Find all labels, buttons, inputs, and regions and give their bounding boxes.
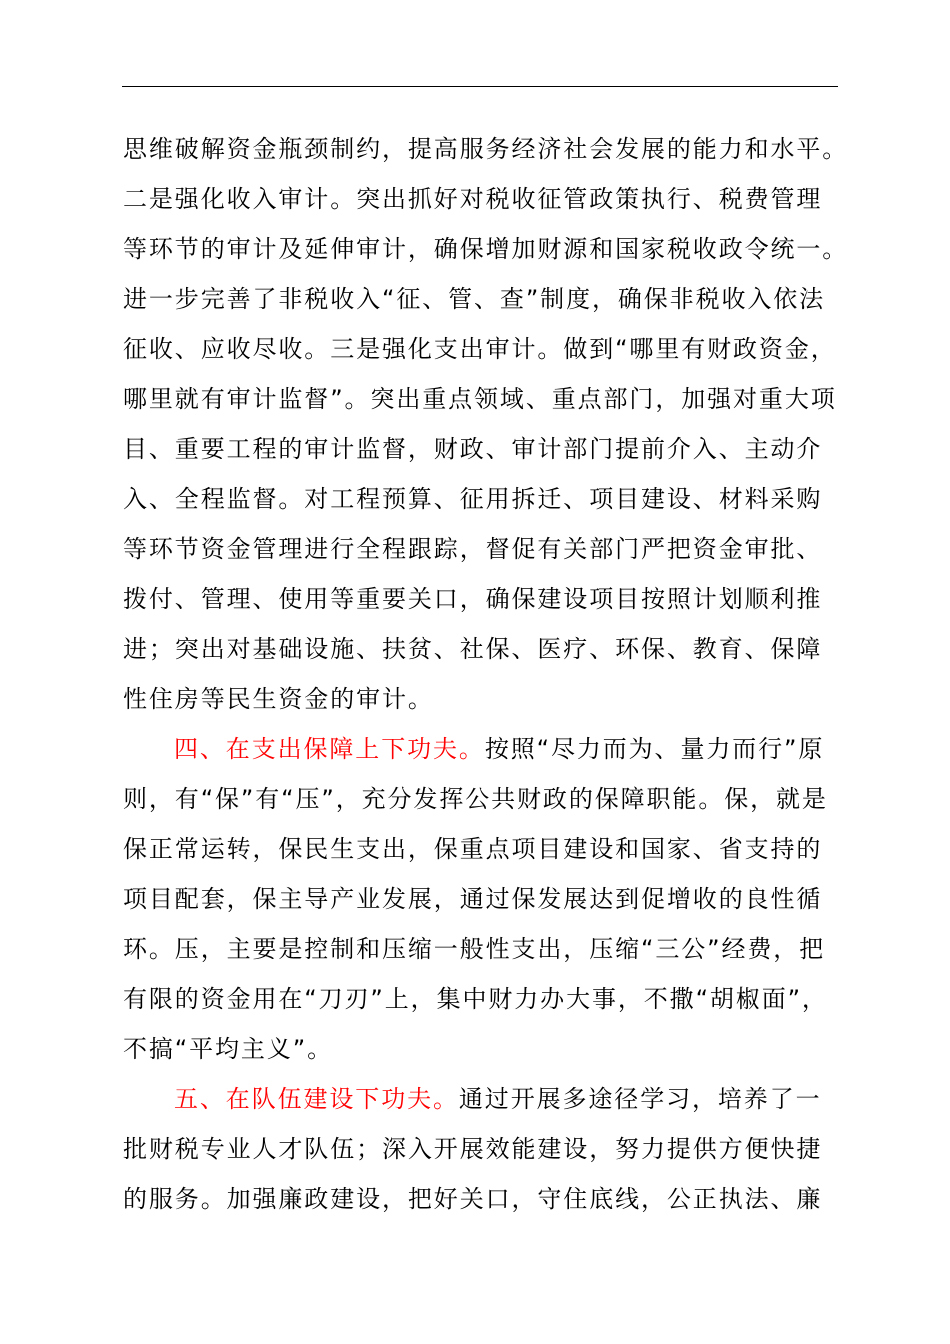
body-text: 环。压，主要是控制和压缩一般性支出，压缩“三公”经费，把 bbox=[123, 935, 826, 963]
body-line bbox=[123, 933, 825, 965]
body-line bbox=[123, 333, 837, 365]
body-text: 保正常运转，保民生支出，保重点项目建设和国家、省支持的 bbox=[123, 835, 823, 863]
body-line bbox=[123, 633, 822, 665]
body-line bbox=[123, 133, 848, 165]
body-line bbox=[123, 283, 825, 315]
body-line bbox=[123, 883, 822, 915]
body-text: 的服务。加强廉政建设，把好关口，守住底线，公正执法、廉 bbox=[123, 1185, 823, 1213]
body-text: 二是强化收入审计。突出抓好对税收征管政策执行、税费管理 bbox=[123, 185, 823, 213]
body-line bbox=[123, 683, 434, 715]
body-text: 不搞“平均主义”。 bbox=[123, 1035, 333, 1063]
body-text: 等环节资金管理进行全程跟踪，督促有关部门严把资金审批、 bbox=[123, 535, 823, 563]
body-text: 进；突出对基础设施、扶贫、社保、医疗、环保、教育、保障 bbox=[123, 635, 823, 663]
body-line bbox=[123, 533, 822, 565]
body-text: 进一步完善了非税收入“征、管、查”制度，确保非税收入依法 bbox=[123, 285, 826, 313]
body-line bbox=[123, 1033, 333, 1065]
body-text: 项目配套，保主导产业发展，通过保发展达到促增收的良性循 bbox=[123, 885, 823, 913]
body-line bbox=[123, 783, 828, 815]
body-line bbox=[123, 233, 848, 265]
body-text: 等环节的审计及延伸审计，确保增加财源和国家税收政令统一。 bbox=[123, 235, 849, 263]
section-five-line bbox=[174, 1083, 822, 1115]
body-text: 哪里就有审计监督”。突出重点领域、重点部门，加强对重大项 bbox=[123, 385, 837, 413]
body-text: 思维破解资金瓶颈制约，提高服务经济社会发展的能力和水平。 bbox=[123, 135, 849, 163]
body-text: 性住房等民生资金的审计。 bbox=[123, 685, 434, 713]
body-line bbox=[123, 1133, 822, 1165]
body-text: 拨付、管理、使用等重要关口，确保建设项目按照计划顺利推 bbox=[123, 585, 823, 613]
body-text: 入、全程监督。对工程预算、征用拆迁、项目建设、材料采购 bbox=[123, 485, 823, 513]
body-text: 批财税专业人才队伍；深入开展效能建设，努力提供方便快捷 bbox=[123, 1135, 823, 1163]
body-line bbox=[123, 483, 822, 515]
body-text: 通过开展多途径学习，培养了一 bbox=[458, 1085, 822, 1113]
body-line bbox=[123, 983, 828, 1015]
body-text: 目、重要工程的审计监督，财政、审计部门提前介入、主动介 bbox=[123, 435, 823, 463]
body-text: 则，有“保”有“压”，充分发挥公共财政的保障职能。保，就是 bbox=[123, 785, 828, 813]
body-line bbox=[123, 833, 822, 865]
section-five-heading: 五、在队伍建设下功夫。 bbox=[174, 1085, 459, 1113]
header-rule bbox=[122, 86, 838, 87]
body-text: 按照“尽力而为、量力而行”原 bbox=[484, 735, 825, 763]
body-line bbox=[123, 433, 822, 465]
section-four-heading: 四、在支出保障上下功夫。 bbox=[174, 735, 485, 763]
body-line bbox=[123, 383, 837, 415]
body-text: 有限的资金用在“刀刃”上，集中财力办大事，不撒“胡椒面”， bbox=[123, 985, 828, 1013]
body-text: 征收、应收尽收。三是强化支出审计。做到“哪里有财政资金， bbox=[123, 335, 837, 363]
section-four-line bbox=[174, 733, 824, 765]
body-line bbox=[123, 1183, 822, 1215]
body-line bbox=[123, 583, 822, 615]
body-line bbox=[123, 183, 822, 215]
